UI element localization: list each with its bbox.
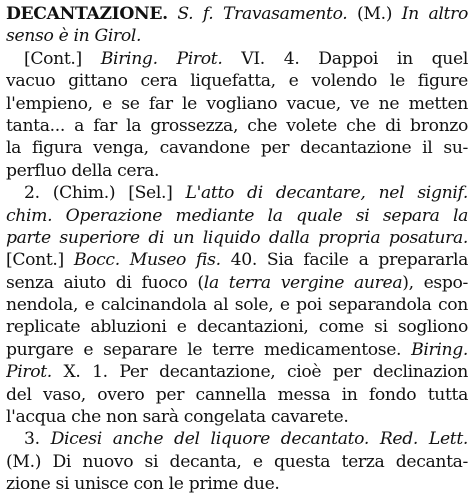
headword: DECANTAZIONE. (6, 4, 168, 24)
citation-source: Bocc. Museo fis. (73, 250, 221, 271)
entry-line: senso è in Girol. (6, 26, 142, 47)
citation-text: ), espo- (402, 272, 468, 293)
definition-text: In altro (401, 4, 468, 24)
citation-line: del vaso, overo per cannella messa in fondo tutta (6, 384, 468, 405)
citation-line: vacuo gittano cera liquefatta, e volendo le figure (6, 71, 468, 92)
citation-line: replicate abluzioni e decantazioni, come si sogliono (6, 317, 468, 338)
citation-line (6, 339, 468, 361)
citation-text: Di nuovo si decanta, e questa terza decanta- (52, 451, 468, 472)
citation-source: Biring. (411, 339, 468, 360)
sense-number: 2. (Chim.) [Sel.] (24, 183, 173, 204)
citation-text: VI. 4. Dappoi in quel (241, 48, 468, 69)
entry-line (6, 3, 468, 25)
citation-line (6, 451, 468, 473)
citation-tag: [Cont.] (6, 250, 64, 271)
sense-definition: Dicesi anche del liquore decantato. Red. Lett. (50, 429, 468, 450)
citation-text: 40. Sia facile a prepararla (230, 250, 468, 271)
citation-line: nendola, e calcinandola al sole, e poi separandola con (6, 295, 468, 316)
citation-line: l'empieno, e se far le vogliano vacue, ve ne metten (6, 93, 468, 114)
sense-number: 3. (24, 429, 40, 450)
citation-line (6, 48, 468, 70)
sense-line (6, 428, 468, 450)
citation-tag: [Cont.] (24, 48, 82, 69)
citation-line: tanta... a far la grossezza, che volete che di bronzo (6, 115, 468, 136)
citation-source: Pirot. (6, 362, 52, 383)
citation-quote: la terra vergine aurea (203, 272, 403, 293)
grammar-definition: S. f. Travasamento. (177, 4, 348, 24)
sense-line: parte superiore di un liquido dalla propria posatura. (6, 227, 468, 248)
citation-line (6, 249, 468, 271)
source-mark: (M.) (6, 451, 42, 472)
citation-line (6, 272, 468, 294)
source-mark: (M.) (357, 4, 393, 24)
citation-text: purgare e separare le terre medicamentose. (6, 339, 402, 360)
citation-text: X. 1. Per decantazione, cioè per declinazion (63, 362, 468, 383)
citation-line: la figura venga, cavandone per decantazione il su- (6, 138, 468, 159)
citation-line (6, 361, 468, 383)
sense-definition: L'atto di decantare, nel signif. (185, 183, 468, 204)
sense-line (6, 182, 468, 204)
citation-source: Biring. Pirot. (100, 48, 223, 69)
sense-line: chim. Operazione mediante la quale si separa la (6, 205, 468, 226)
citation-line: l'acqua che non sarà congelata cavarete. (6, 407, 349, 428)
citation-line: zione si unisce con le prime due. (6, 474, 280, 495)
citation-line: perfluo della cera. (6, 160, 160, 181)
citation-text: senza aiuto di fuoco ( (6, 272, 204, 293)
